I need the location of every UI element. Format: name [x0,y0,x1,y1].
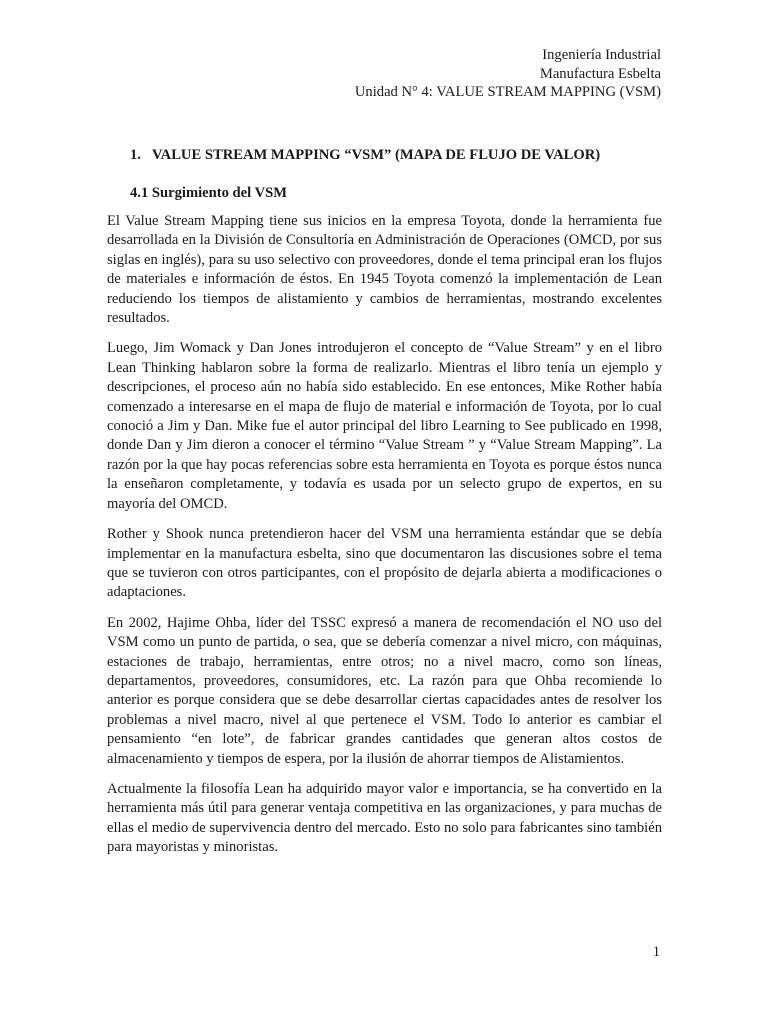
paragraph: Actualmente la filosofía Lean ha adquirido mayor valor e importancia, se ha convertido en la herramienta más útil para generar ventaja competitiva en las organizaciones, y para muchas de ellas el medio de supervivencia dentro del mercado. Esto no solo para fabricantes sino también para mayoristas y minoristas. [107,780,662,856]
body-text [107,212,662,869]
section-number: 1. [130,147,141,163]
page-number: 1 [652,944,660,960]
subsection-heading: 4.1 Surgimiento del VSM [130,185,288,201]
paragraph: El Value Stream Mapping tiene sus inicios en la empresa Toyota, donde la herramienta fue desarrollada en la División de Consultoría en Administración de Operaciones (OMCD, por sus siglas en inglés), para su uso selectivo con proveedores, donde el tema principal eran los flujos de materiales e información de éstos. En 1945 Toyota comenzó la implementación de Lean reduciendo los tiempos de alistamiento y cambios de herramientas, mostrando excelentes resultados. [107,213,662,327]
section-heading [130,146,600,164]
paragraph: En 2002, Hajime Ohba, líder del TSSC expresó a manera de recomendación el NO uso del VSM como un punto de partida, o sea, que se debería comenzar a nivel micro, con máquinas, estaciones de trabajo, herramientas, entre otros; no a nivel macro, como son líneas, departamentos, proveedores, consumidores, etc. La razón para que Ohba recomiende lo anterior es porque considera que se debe desarrollar ciertas capacidades antes de resolver los problemas a nivel macro, nivel al que pertenece el VSM. Todo lo anterior es cambiar el pensamiento “en lote”, de fabricar grandes cantidades que generan altos costos de almacenamiento y tiempos de espera, por la ilusión de ahorrar tiempos de Alistamientos. [107,614,662,767]
header-line-3: Unidad N° 4: VALUE STREAM MAPPING (VSM) [354,84,661,100]
paragraph: Luego, Jim Womack y Dan Jones introdujeron el concepto de “Value Stream” y en el libro Lean Thinking hablaron sobre la forma de realizarlo. Mientras el libro tenía un ejemplo y descripciones, el proceso aún no había sido establecido. En ese entonces, Mike Rother había comenzado a interesarse en el mapa de flujo de material e información de Toyota, por lo cual conoció a Jim y Dan. Mike fue el autor principal del libro Learning to See publicado en 1998, donde Dan y Jim dieron a conocer el término “Value Stream ” y “Value Stream Mapping”. La razón por la que hay pocas referencias sobre esta herramienta en Toyota es porque éstos nunca la enseñaron completamente, y todavía es usada por un selecto grupo de expertos, en su mayoría del OMCD. [107,340,662,512]
document-header [355,46,661,102]
header-line-1: Ingeniería Industrial [542,47,661,63]
section-title: VALUE STREAM MAPPING “VSM” (MAPA DE FLUJO DE VALOR) [152,147,601,163]
paragraph: Rother y Shook nunca pretendieron hacer del VSM una herramienta estándar que se debía implementar en la manufactura esbelta, sino que documentaron las discusiones sobre el tema que se tuvieron con otros participantes, con el propósito de dejarla abierta a modificaciones o adaptaciones. [107,526,662,601]
header-line-2: Manufactura Esbelta [539,65,661,82]
